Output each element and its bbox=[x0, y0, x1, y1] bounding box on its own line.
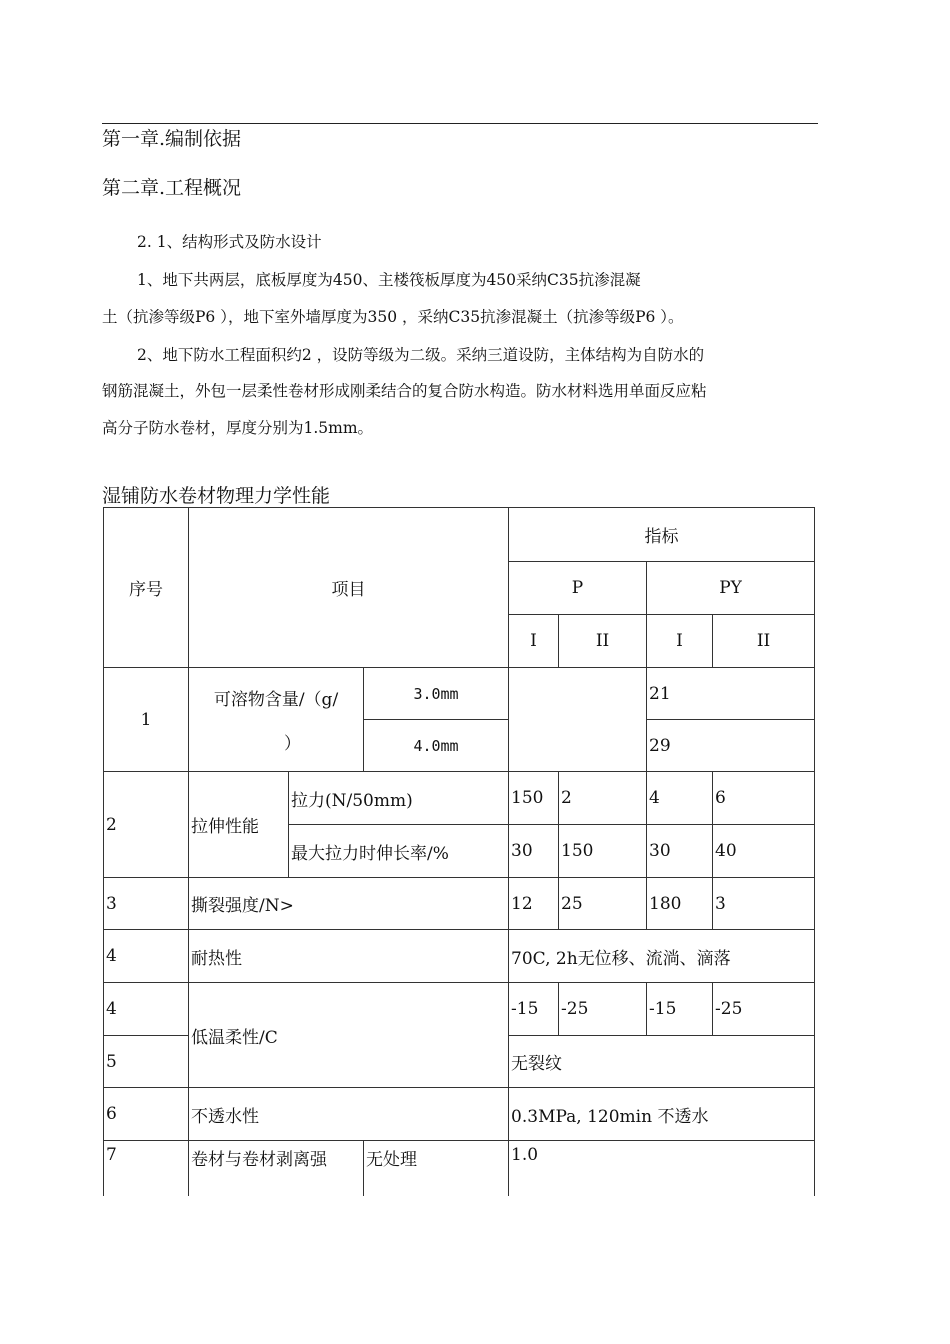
row-5-val: -15 bbox=[509, 983, 559, 1036]
p-ii-header: II bbox=[559, 615, 647, 668]
row-7-sub: 无处理 bbox=[364, 1141, 509, 1196]
row-2-seq: 2 bbox=[104, 772, 189, 878]
p-header: P bbox=[509, 562, 647, 615]
paragraph-2-line-2: 钢筋混凝土，外包一层柔性卷材形成刚柔结合的复合防水构造。防水材料选用单面反应粘 bbox=[102, 382, 707, 400]
row-5-seq-b: 5 bbox=[104, 1036, 189, 1088]
row-6-item: 不透水性 bbox=[189, 1088, 509, 1141]
header-rule bbox=[102, 123, 818, 124]
item-header: 项目 bbox=[189, 508, 509, 668]
row-5-seq-a: 4 bbox=[104, 983, 189, 1036]
row-2-sub-2-val: 40 bbox=[713, 825, 815, 878]
row-7-val: 1.0 bbox=[509, 1141, 815, 1196]
section-title: 2. 1、结构形式及防水设计 bbox=[137, 233, 322, 251]
row-2-sub-1-val: 4 bbox=[647, 772, 713, 825]
row-3-seq: 3 bbox=[104, 878, 189, 930]
chapter-1-heading: 第一章.编制依据 bbox=[102, 128, 242, 150]
paragraph-2-line-1: 2、地下防水工程面积约2 ，设防等级为二级。采纳三道设防，主体结构为自防水的 bbox=[137, 346, 705, 364]
row-2-sub-1-val: 150 bbox=[509, 772, 559, 825]
row-1-item-line-2: ） bbox=[284, 733, 301, 754]
table-row bbox=[104, 1088, 815, 1141]
row-1-item bbox=[189, 668, 364, 772]
paragraph-1-line-2: 土（抗渗等级P6 ），地下室外墙厚度为350 ，采纳C35抗渗混凝土（抗渗等级P6 ）。 bbox=[102, 308, 684, 326]
table-row bbox=[104, 772, 815, 825]
row-5-val: -25 bbox=[713, 983, 815, 1036]
row-7-seq: 7 bbox=[104, 1141, 189, 1196]
header-row-1 bbox=[104, 508, 815, 562]
row-2-sub-2-val: 30 bbox=[509, 825, 559, 878]
row-4-item: 耐热性 bbox=[189, 930, 509, 983]
row-2-sub-1-val: 2 bbox=[559, 772, 647, 825]
row-2-sub-2-val: 30 bbox=[647, 825, 713, 878]
row-3-val: 180 bbox=[647, 878, 713, 930]
row-1-sub-2: 4.0mm bbox=[364, 720, 509, 772]
index-header: 指标 bbox=[509, 508, 815, 562]
table-row bbox=[104, 1141, 815, 1196]
row-1-val-1: 21 bbox=[647, 668, 815, 720]
row-3-item: 撕裂强度/N> bbox=[189, 878, 509, 930]
row-2-item: 拉伸性能 bbox=[189, 772, 289, 878]
row-6-val: 0.3MPa, 120min 不透水 bbox=[509, 1088, 815, 1141]
row-2-sub-1-val: 6 bbox=[713, 772, 815, 825]
row-5-item: 低温柔性/C bbox=[189, 983, 509, 1088]
table-title: 湿铺防水卷材物理力学性能 bbox=[102, 485, 331, 507]
row-1-sub-1: 3.0mm bbox=[364, 668, 509, 720]
paragraph-2-line-3: 高分子防水卷材，厚度分别为1.5mm。 bbox=[102, 419, 374, 437]
row-1-item-line-1: 可溶物含量/（g/ bbox=[213, 689, 339, 710]
table-row bbox=[104, 668, 815, 720]
row-7-item: 卷材与卷材剥离强 bbox=[189, 1141, 364, 1196]
seq-header: 序号 bbox=[104, 508, 189, 668]
row-5-val: -25 bbox=[559, 983, 647, 1036]
row-3-val: 12 bbox=[509, 878, 559, 930]
row-2-sub-1: 拉力(N/50mm) bbox=[289, 772, 509, 825]
chapter-2-heading: 第二章.工程概况 bbox=[102, 177, 242, 199]
row-3-val: 3 bbox=[713, 878, 815, 930]
row-1-seq: 1 bbox=[104, 668, 189, 772]
p-i-header: I bbox=[509, 615, 559, 668]
row-4-seq: 4 bbox=[104, 930, 189, 983]
row-2-sub-2-val: 150 bbox=[559, 825, 647, 878]
table-row bbox=[104, 983, 815, 1036]
row-5-val-b: 无裂纹 bbox=[509, 1036, 815, 1088]
py-i-header: I bbox=[647, 615, 713, 668]
row-1-val-2: 29 bbox=[647, 720, 815, 772]
row-4-val: 70C, 2h无位移、流淌、滴落 bbox=[509, 930, 815, 983]
row-3-val: 25 bbox=[559, 878, 647, 930]
row-5-val: -15 bbox=[647, 983, 713, 1036]
properties-table bbox=[103, 507, 815, 1196]
row-1-p-empty bbox=[509, 668, 647, 772]
paragraph-1-line-1: 1、地下共两层，底板厚度为450、主楼筏板厚度为450采纳C35抗渗混凝 bbox=[137, 271, 641, 289]
row-6-seq: 6 bbox=[104, 1088, 189, 1141]
py-ii-header: II bbox=[713, 615, 815, 668]
table-row bbox=[104, 878, 815, 930]
py-header: PY bbox=[647, 562, 815, 615]
table-row bbox=[104, 930, 815, 983]
row-2-sub-2: 最大拉力时伸长率/% bbox=[289, 825, 509, 878]
